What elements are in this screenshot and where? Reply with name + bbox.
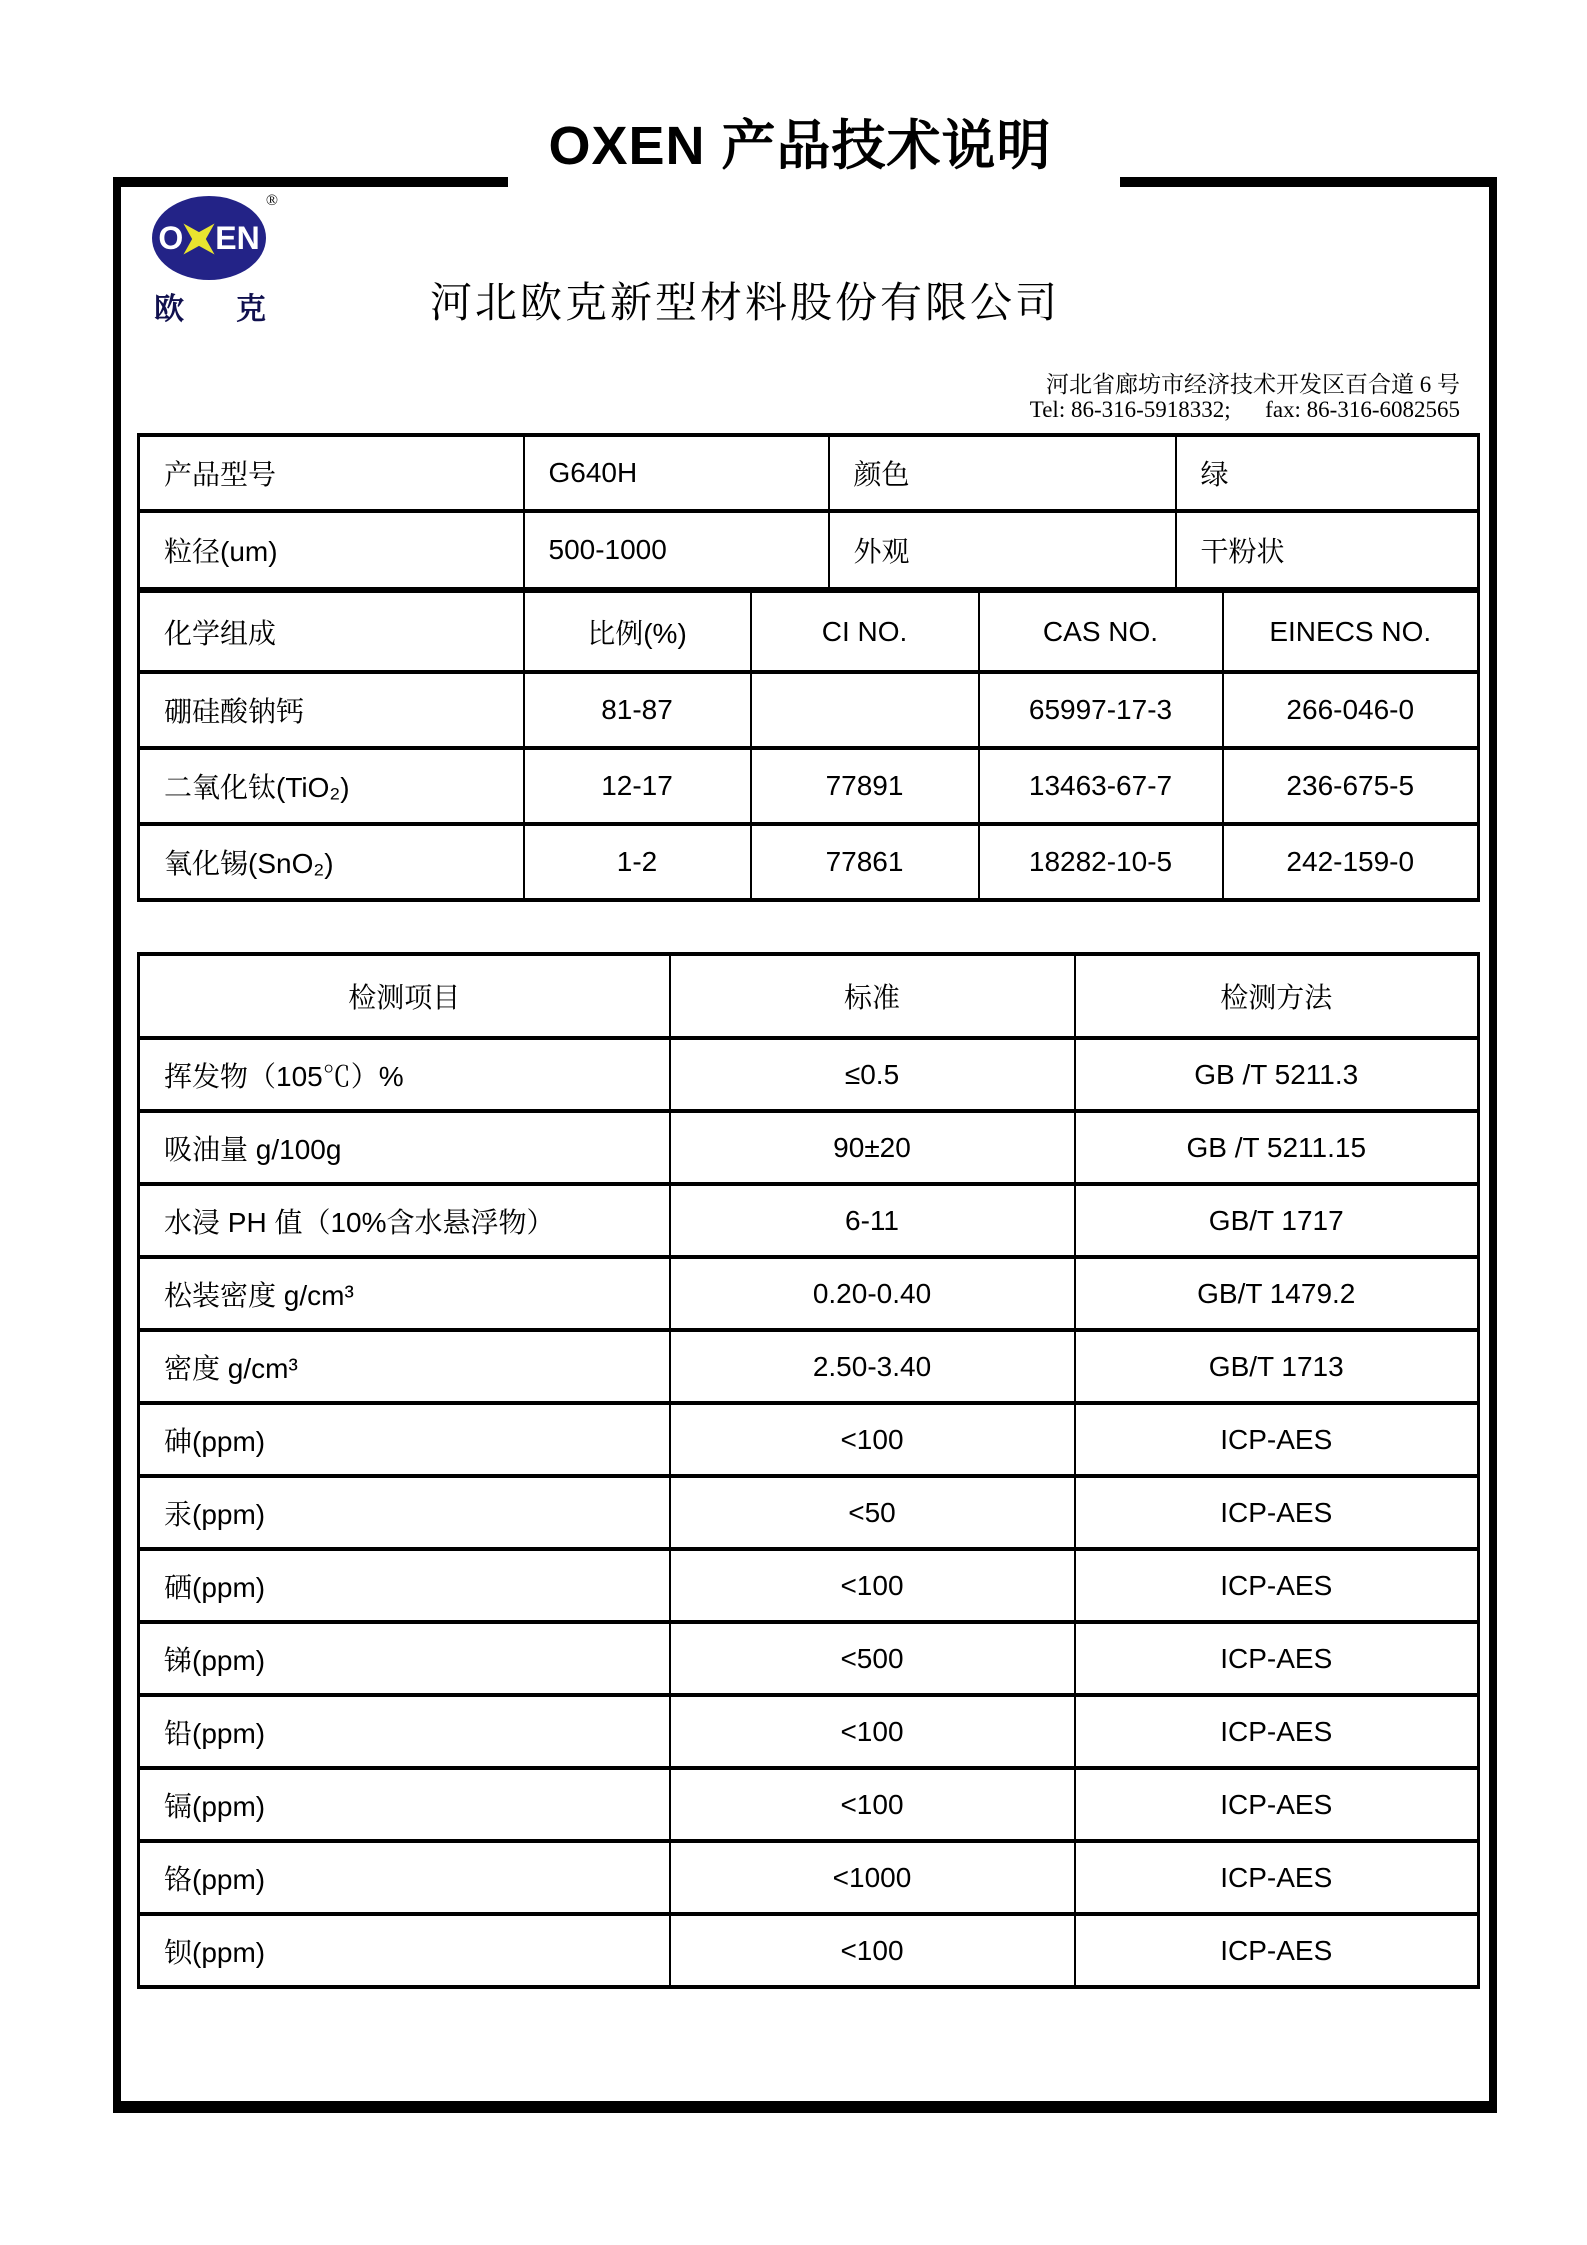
logo-letters-en: EN bbox=[215, 219, 260, 256]
test-method-cell: GB /T 5211.3 bbox=[1075, 1038, 1479, 1111]
composition-cell: 12-17 bbox=[524, 748, 751, 824]
page-title: OXEN 产品技术说明 bbox=[548, 116, 1052, 176]
oxen-star-icon bbox=[176, 217, 222, 261]
test-row bbox=[139, 1184, 1479, 1257]
composition-header-cell: CAS NO. bbox=[979, 590, 1223, 672]
test-standard-cell: <100 bbox=[670, 1695, 1075, 1768]
test-method-cell: ICP-AES bbox=[1075, 1841, 1479, 1914]
composition-cell: 242-159-0 bbox=[1223, 824, 1479, 900]
product-row bbox=[139, 435, 1479, 511]
test-item-cell: 硒(ppm) bbox=[139, 1549, 670, 1622]
test-method-cell: GB/T 1479.2 bbox=[1075, 1257, 1479, 1330]
test-item-cell: 砷(ppm) bbox=[139, 1403, 670, 1476]
product-label-cell: 颜色 bbox=[829, 435, 1176, 511]
test-item-cell: 密度 g/cm³ bbox=[139, 1330, 670, 1403]
test-standard-cell: <100 bbox=[670, 1549, 1075, 1622]
composition-cell: 18282-10-5 bbox=[979, 824, 1223, 900]
test-row bbox=[139, 1038, 1479, 1111]
composition-cell: 77861 bbox=[751, 824, 979, 900]
test-item-cell: 松装密度 g/cm³ bbox=[139, 1257, 670, 1330]
test-standard-cell: 2.50-3.40 bbox=[670, 1330, 1075, 1403]
test-row bbox=[139, 1111, 1479, 1184]
test-method-cell: ICP-AES bbox=[1075, 1695, 1479, 1768]
composition-name-cell: 氧化锡(SnO₂) bbox=[139, 824, 524, 900]
test-method-cell: GB /T 5211.15 bbox=[1075, 1111, 1479, 1184]
composition-row bbox=[139, 824, 1479, 900]
composition-header-cell: 化学组成 bbox=[139, 590, 524, 672]
composition-cell: 77891 bbox=[751, 748, 979, 824]
test-row bbox=[139, 1695, 1479, 1768]
test-row bbox=[139, 1768, 1479, 1841]
test-item-cell: 铬(ppm) bbox=[139, 1841, 670, 1914]
test-header-row bbox=[139, 954, 1479, 1038]
company-name: 河北欧克新型材料股份有限公司 bbox=[430, 281, 1061, 327]
composition-row bbox=[139, 672, 1479, 748]
composition-name-cell: 硼硅酸钠钙 bbox=[139, 672, 524, 748]
test-standard-cell: <1000 bbox=[670, 1841, 1075, 1914]
company-contact: Tel: 86-316-5918332; fax: 86-316-6082565 bbox=[1029, 397, 1460, 422]
test-header-cell: 标准 bbox=[670, 954, 1075, 1038]
composition-cell bbox=[751, 672, 979, 748]
test-row bbox=[139, 1622, 1479, 1695]
brand-logo bbox=[152, 192, 278, 328]
product-value-cell: 绿 bbox=[1176, 435, 1479, 511]
test-item-cell: 汞(ppm) bbox=[139, 1476, 670, 1549]
test-method-cell: ICP-AES bbox=[1075, 1622, 1479, 1695]
test-item-cell: 挥发物（105℃）% bbox=[139, 1038, 670, 1111]
test-row bbox=[139, 1841, 1479, 1914]
composition-header-row bbox=[139, 590, 1479, 672]
test-row bbox=[139, 1403, 1479, 1476]
logo-caption-right: 克 bbox=[236, 293, 266, 326]
product-spec-section bbox=[137, 433, 1477, 902]
product-row bbox=[139, 511, 1479, 587]
test-standard-cell: ≤0.5 bbox=[670, 1038, 1075, 1111]
test-standard-cell: <100 bbox=[670, 1914, 1075, 1987]
test-header-cell: 检测项目 bbox=[139, 954, 670, 1038]
logo-caption bbox=[152, 282, 268, 328]
test-method-cell: ICP-AES bbox=[1075, 1549, 1479, 1622]
test-standard-cell: <100 bbox=[670, 1403, 1075, 1476]
test-row bbox=[139, 1914, 1479, 1987]
composition-cell: 236-675-5 bbox=[1223, 748, 1479, 824]
test-standard-cell: 90±20 bbox=[670, 1111, 1075, 1184]
test-table bbox=[137, 952, 1480, 1989]
composition-cell: 266-046-0 bbox=[1223, 672, 1479, 748]
test-standard-cell: <50 bbox=[670, 1476, 1075, 1549]
test-item-cell: 水浸 PH 值（10%含水悬浮物） bbox=[139, 1184, 670, 1257]
test-row bbox=[139, 1549, 1479, 1622]
composition-cell: 1-2 bbox=[524, 824, 751, 900]
test-method-cell: GB/T 1713 bbox=[1075, 1330, 1479, 1403]
composition-cell: 13463-67-7 bbox=[979, 748, 1223, 824]
composition-header-cell: EINECS NO. bbox=[1223, 590, 1479, 672]
composition-table bbox=[137, 587, 1480, 902]
test-item-cell: 吸油量 g/100g bbox=[139, 1111, 670, 1184]
composition-cell: 81-87 bbox=[524, 672, 751, 748]
logo-caption-left: 欧 bbox=[154, 293, 184, 326]
test-item-cell: 锑(ppm) bbox=[139, 1622, 670, 1695]
product-value-cell: G640H bbox=[524, 435, 829, 511]
logo-letter-o: O bbox=[158, 219, 184, 256]
composition-header-cell: CI NO. bbox=[751, 590, 979, 672]
test-standard-cell: 0.20-0.40 bbox=[670, 1257, 1075, 1330]
test-method-cell: ICP-AES bbox=[1075, 1768, 1479, 1841]
product-value-cell: 干粉状 bbox=[1176, 511, 1479, 587]
registered-trademark-icon: ® bbox=[265, 192, 278, 209]
test-item-cell: 铅(ppm) bbox=[139, 1695, 670, 1768]
test-section bbox=[137, 952, 1477, 1989]
composition-name-cell: 二氧化钛(TiO₂) bbox=[139, 748, 524, 824]
composition-cell: 65997-17-3 bbox=[979, 672, 1223, 748]
test-method-cell: ICP-AES bbox=[1075, 1476, 1479, 1549]
composition-row bbox=[139, 748, 1479, 824]
oxen-ellipse bbox=[152, 192, 278, 280]
test-method-cell: ICP-AES bbox=[1075, 1914, 1479, 1987]
test-method-cell: ICP-AES bbox=[1075, 1403, 1479, 1476]
test-row bbox=[139, 1257, 1479, 1330]
test-standard-cell: 6-11 bbox=[670, 1184, 1075, 1257]
test-item-cell: 钡(ppm) bbox=[139, 1914, 670, 1987]
test-row bbox=[139, 1330, 1479, 1403]
test-standard-cell: <500 bbox=[670, 1622, 1075, 1695]
test-row bbox=[139, 1476, 1479, 1549]
product-label-cell: 粒径(um) bbox=[139, 511, 524, 587]
composition-header-cell: 比例(%) bbox=[524, 590, 751, 672]
product-value-cell: 500-1000 bbox=[524, 511, 829, 587]
product-label-cell: 外观 bbox=[829, 511, 1176, 587]
company-address: 河北省廊坊市经济技术开发区百合道 6 号 bbox=[1046, 372, 1460, 397]
test-standard-cell: <100 bbox=[670, 1768, 1075, 1841]
test-method-cell: GB/T 1717 bbox=[1075, 1184, 1479, 1257]
test-header-cell: 检测方法 bbox=[1075, 954, 1479, 1038]
product-label-cell: 产品型号 bbox=[139, 435, 524, 511]
product-info-table bbox=[137, 433, 1480, 587]
test-item-cell: 镉(ppm) bbox=[139, 1768, 670, 1841]
